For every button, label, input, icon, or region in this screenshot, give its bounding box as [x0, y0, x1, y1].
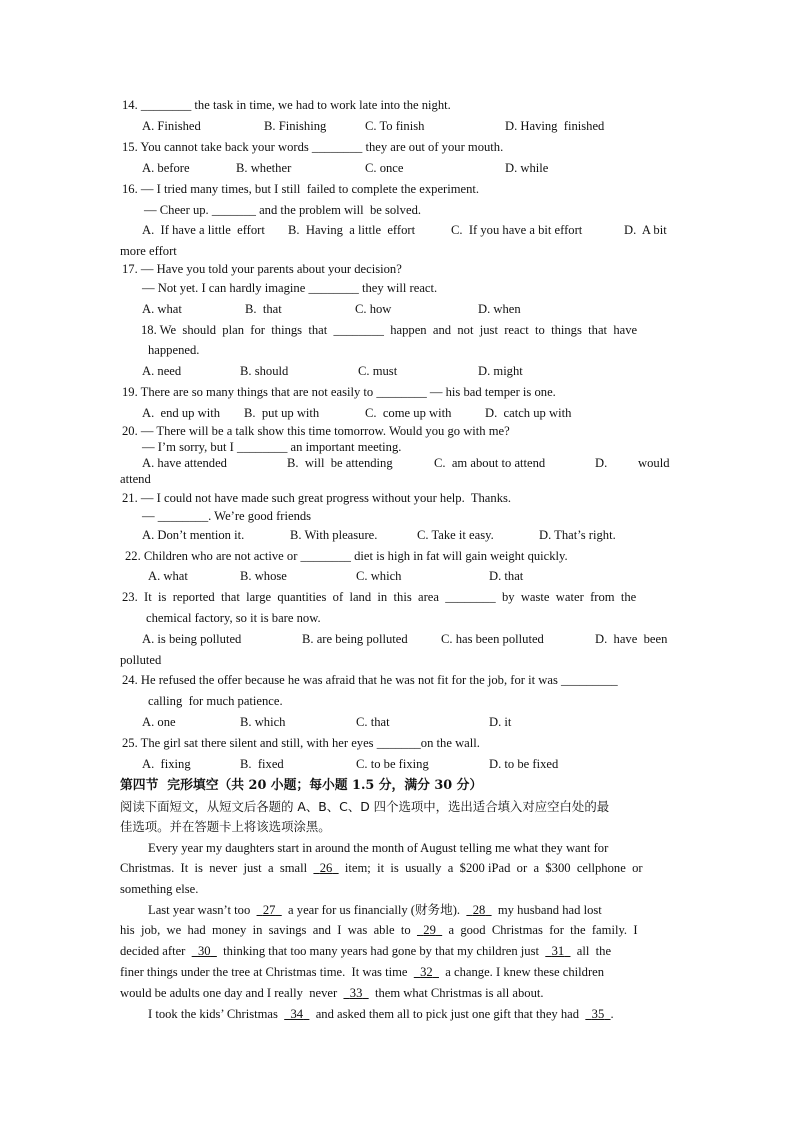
q21-option-a: A. Don’t mention it. — [142, 528, 245, 542]
question-16-line1: 16. — I tried many times, but I still failed to complete the experiment. — [122, 182, 480, 196]
q22-option-d: D. that — [489, 569, 524, 583]
q23-option-d: D. have been — [595, 632, 668, 646]
q17-option-b: B. that — [245, 302, 282, 316]
q18-option-d: D. might — [478, 364, 523, 378]
q22-option-b: B. whose — [240, 569, 287, 583]
q18-option-c: C. must — [358, 364, 398, 378]
blank-34: 34 — [290, 1007, 304, 1021]
question-16-line2: — Cheer up. _______ and the problem will be solved. — [144, 203, 422, 217]
question-22-stem: 22. Children who are not active or ________ diet is high in fat will gain weight quickly. — [125, 549, 568, 563]
q20-option-d-text: would — [638, 456, 670, 470]
q23-option-b: B. are being polluted — [302, 632, 408, 646]
blank-30: 30 — [197, 944, 211, 958]
q19-option-a: A. end up with — [142, 406, 221, 420]
q25-option-a: A. fixing — [142, 757, 191, 771]
q25-option-c: C. to be fixing — [356, 757, 429, 771]
question-20-line1: 20. — There will be a talk show this time tomorrow. Would you go with me? — [122, 424, 510, 438]
q18-option-a: A. need — [142, 364, 182, 378]
q14-option-b: B. Finishing — [264, 119, 327, 133]
blank-28: 28 — [472, 903, 486, 917]
blank-29: 29 — [423, 923, 436, 937]
blank-35: 35 — [591, 1007, 605, 1021]
q14-option-d: D. Having finished — [505, 119, 605, 133]
q24-option-c: C. that — [356, 715, 390, 729]
question-21-line1: 21. — I could not have made such great progress without your help. Thanks. — [122, 491, 512, 505]
question-25-stem: 25. The girl sat there silent and still, with her eyes _______on the wall. — [122, 736, 480, 750]
q14-option-a: A. Finished — [142, 119, 201, 133]
blank-33: 33 — [349, 986, 363, 1000]
q23-option-c: C. has been polluted — [441, 632, 544, 646]
question-14-stem: 14. ________ the task in time, we had to work late into the night. — [122, 98, 451, 112]
question-24-line1: 24. He refused the offer because he was afraid that he was not fit for the job, for it was _________ — [122, 673, 618, 687]
passage-p1-line2: Christmas. It is never just a small 26 item; it is usually a $200 iPad or a $300 cellphone or — [120, 861, 643, 875]
q20-option-c: C. am about to attend — [434, 456, 546, 470]
question-23-line1: 23. It is reported that large quantities of land in this area ________ by waste water from the — [122, 590, 637, 604]
passage-p2-line2: his job, we had money in savings and I was able to 29 a good Christmas for the family. I — [120, 923, 638, 937]
q17-option-a: A. what — [142, 302, 182, 316]
passage-p3-line1: I took the kids’ Christmas 34 and asked them all to pick just one gift that they had 35 . — [148, 1007, 614, 1021]
question-20-line2: — I’m sorry, but I ________ an important meeting. — [142, 440, 402, 454]
blank-32: 32 — [420, 965, 433, 979]
question-21-line2: — ________. We’re good friends — [142, 509, 312, 523]
passage-p2-line1: Last year wasn’t too 27 a year for us financially (财务地). 28 my husband had lost — [148, 903, 602, 917]
q23-option-a: A. is being polluted — [142, 632, 242, 646]
q14-option-c: C. To finish — [365, 119, 425, 133]
q20-option-b: B. will be attending — [287, 456, 393, 470]
q16-option-c: C. If you have a bit effort — [451, 223, 583, 237]
q20-option-d: D. — [595, 456, 608, 470]
passage-p1-line3: something else. — [120, 882, 199, 896]
q16-option-wrap: more effort — [120, 244, 177, 258]
q19-option-d: D. catch up with — [485, 406, 572, 420]
question-19-stem: 19. There are so many things that are not easily to ________ — his bad temper is one. — [122, 385, 556, 399]
q25-option-b: B. fixed — [240, 757, 284, 771]
q15-option-b: B. whether — [236, 161, 292, 175]
q21-option-c: C. Take it easy. — [417, 528, 494, 542]
passage-p2-line3: decided after 30 thinking that too many years had gone by that my children just 31 all the — [120, 944, 612, 958]
q25-option-d: D. to be fixed — [489, 757, 559, 771]
q16-option-a: A. If have a little effort — [142, 223, 265, 237]
question-17-line2: — Not yet. I can hardly imagine ________ they will react. — [142, 281, 438, 295]
q22-option-c: C. which — [356, 569, 402, 583]
section-heading: 第四节 完形填空（共 20 小题；每小题 1.5 分，满分 30 分） — [120, 778, 483, 793]
section-instruction-line1: 阅读下面短文，从短文后各题的 A、B、C、D 四个选项中，选出适合填入对应空白处的最 — [120, 799, 610, 814]
blank-26: 26 — [319, 861, 333, 875]
q15-option-d: D. while — [505, 161, 549, 175]
q20-option-wrap: attend — [120, 472, 151, 486]
question-23-line2: chemical factory, so it is bare now. — [146, 611, 321, 625]
question-18-line1: 18. We should plan for things that ________ happen and not just react to things that have — [141, 323, 638, 337]
blank-27: 27 — [262, 903, 276, 917]
q22-option-a: A. what — [148, 569, 188, 583]
q21-option-b: B. With pleasure. — [290, 528, 378, 542]
question-15-stem: 15. You cannot take back your words ________ they are out of your mouth. — [122, 140, 504, 154]
q16-option-d: D. A bit — [624, 223, 667, 237]
section-instruction-line2: 佳选项。并在答题卡上将该选项涂黑。 — [120, 819, 331, 834]
q24-option-a: A. one — [142, 715, 176, 729]
blank-31: 31 — [551, 944, 565, 958]
q18-option-b: B. should — [240, 364, 289, 378]
passage-p1-line1: Every year my daughters start in around the month of August telling me what they want for — [148, 841, 609, 855]
q24-option-b: B. which — [240, 715, 286, 729]
passage-p2-line4: finer things under the tree at Christmas time. It was time 32 a change. I knew these children — [120, 965, 605, 979]
q16-option-b: B. Having a little effort — [288, 223, 416, 237]
q24-option-d: D. it — [489, 715, 512, 729]
passage-p2-line5: would be adults one day and I really never 33 them what Christmas is all about. — [120, 986, 544, 1000]
q19-option-b: B. put up with — [244, 406, 320, 420]
question-17-line1: 17. — Have you told your parents about your decision? — [122, 262, 402, 276]
q19-option-c: C. come up with — [365, 406, 452, 420]
question-18-line2: happened. — [148, 343, 200, 357]
q17-option-d: D. when — [478, 302, 521, 316]
q17-option-c: C. how — [355, 302, 392, 316]
question-24-line2: calling for much patience. — [148, 694, 283, 708]
q15-option-c: C. once — [365, 161, 404, 175]
q21-option-d: D. That’s right. — [539, 528, 616, 542]
q20-option-a: A. have attended — [142, 456, 227, 470]
q15-option-a: A. before — [142, 161, 190, 175]
q23-option-wrap: polluted — [120, 653, 162, 667]
